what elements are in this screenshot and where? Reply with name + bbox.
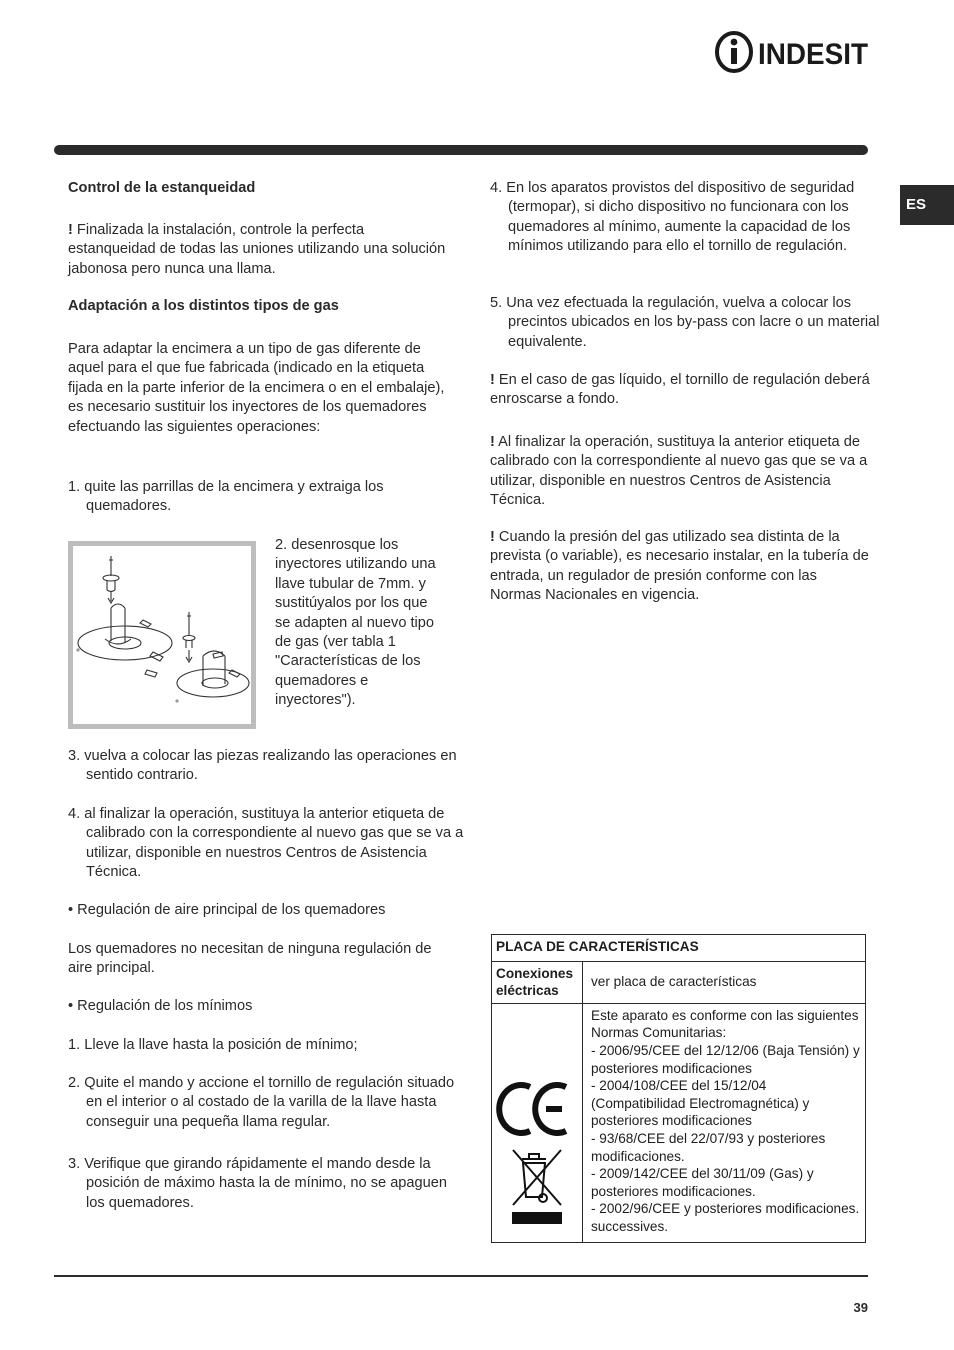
warning-text: Finalizada la instalación, controle la perfecta estanqueidad de todas las uniones utilizando una solución jabonosa pero nunca una llama. bbox=[68, 222, 446, 277]
warning-mark: ! bbox=[490, 372, 495, 388]
warning-liquid-gas bbox=[490, 371, 870, 410]
warning-text: En el caso de gas líquido, el tornillo de regulación deberá enroscarse a fondo. bbox=[490, 372, 870, 408]
warning-mark: ! bbox=[490, 529, 495, 545]
table-row bbox=[492, 935, 866, 962]
rating-plate-table bbox=[491, 934, 866, 1243]
conformity-icons-cell bbox=[492, 1003, 583, 1243]
warning-pressure-regulator bbox=[490, 528, 870, 606]
min-step-5: 5. Una vez efectuada la regulación, vuelva a colocar los precintos ubicados en los by-pass con lacre o un material equivalente. bbox=[490, 295, 880, 350]
footer-rule bbox=[54, 1275, 868, 1277]
brand-wordmark: INDESIT bbox=[758, 38, 868, 71]
heading-leak-check: Control de la estanqueidad bbox=[68, 180, 256, 196]
min-step-4: 4. En los aparatos provistos del dispositivo de seguridad (termopar), si dicho dispositivo no funcionara con los quemadores al mínimo, aumente la capacidad de los mínimos utilizando para ello el tornillo de regulación. bbox=[490, 180, 855, 255]
step-4: 4. al finalizar la operación, sustituya la anterior etiqueta de calibrado con la correspondiente al nuevo gas que se va a utilizar, disponible en nuestros Centros de Asistencia Técnica. bbox=[68, 806, 464, 881]
language-tab[interactable]: ES bbox=[900, 185, 954, 225]
conformity-icons bbox=[496, 1007, 578, 1235]
warning-leak-check bbox=[68, 221, 446, 279]
intro-paragraph: Para adaptar la encimera a un tipo de gas diferente de aquel para el que fue fabricada (indicado en la etiqueta fijada en la parte inferior de la encimera o en el embalaje), es necesario sustituir los inyectores de los quemadores efectuando las siguientes operaciones: bbox=[68, 341, 445, 435]
norm-item: - 2004/108/CEE del 15/12/04 (Compatibilidad Electromagnética) y posteriores modificaciones bbox=[591, 1078, 810, 1129]
page-number: 39 bbox=[853, 1300, 868, 1315]
electrical-connections-label: Conexiones eléctricas bbox=[492, 961, 583, 1003]
air-note: Los quemadores no necesitan de ninguna regulación de aire principal. bbox=[68, 941, 432, 977]
header-rule bbox=[54, 145, 868, 155]
min-step-3: 3. Verifique que girando rápidamente el mando desde la posición de máximo hasta la de mínimo, no se apaguen los quemadores. bbox=[68, 1156, 448, 1211]
table-row bbox=[492, 961, 866, 1003]
step-3: 3. vuelva a colocar las piezas realizando las operaciones en sentido contrario. bbox=[68, 748, 457, 784]
plate-title: PLACA DE CARACTERÍSTICAS bbox=[492, 935, 866, 962]
norm-item: - 93/68/CEE del 22/07/93 y posteriores modificaciones. bbox=[591, 1130, 826, 1164]
norms-intro: Este aparato es conforme con las siguientes Normas Comunitarias: bbox=[591, 1007, 859, 1041]
norms-cell bbox=[583, 1003, 866, 1243]
min-step-1: 1. Lleve la llave hasta la posición de mínimo; bbox=[68, 1037, 358, 1053]
norm-item: - 2009/142/CEE del 30/11/09 (Gas) y posteriores modificaciones. bbox=[591, 1166, 814, 1199]
table-row bbox=[492, 1003, 866, 1243]
burner-drawing bbox=[73, 546, 251, 724]
warning-text: Al finalizar la operación, sustituya la anterior etiqueta de calibrado con la correspondiente al nuevo gas que se va a utilizar, disponible en nuestros Centros de Asistencia Técnica. bbox=[490, 434, 868, 509]
norm-item: - 2006/95/CEE del 12/12/06 (Baja Tensión) y posteriores modificaciones bbox=[591, 1042, 860, 1076]
warning-label-replacement bbox=[490, 433, 870, 511]
bullet-minimum-regulation: • Regulación de los mínimos bbox=[68, 998, 253, 1014]
step-1: 1. quite las parrillas de la encimera y extraiga los quemadores. bbox=[68, 479, 384, 515]
burner-injector-illustration bbox=[68, 541, 256, 729]
ce-mark-icon bbox=[499, 1085, 566, 1133]
heading-gas-adaptation: Adaptación a los distintos tipos de gas bbox=[68, 298, 339, 314]
warning-mark: ! bbox=[490, 434, 495, 450]
step-2: 2. desenrosque los inyectores utilizando una llave tubular de 7mm. y sustitúyalos por los que se adapten al nuevo tipo de gas (ver tabla 1 "Características de los quemadores e inyectores"). bbox=[275, 537, 436, 709]
min-step-2: 2. Quite el mando y accione el tornillo de regulación situado en el interior o al costado de la varilla de la llave hasta conseguir una pequeña llama regular. bbox=[68, 1075, 455, 1130]
norm-item: - 2002/96/CEE y posteriores modificaciones. successives. bbox=[591, 1201, 860, 1234]
electrical-connections-value: ver placa de características bbox=[583, 961, 866, 1003]
crossed-out-bin-icon bbox=[513, 1150, 561, 1205]
warning-text: Cuando la presión del gas utilizado sea distinta de la prevista (o variable), es necesario instalar, en la tubería de entrada, un regulador de presión conforme con las Normas Nacionales en vigencia. bbox=[490, 529, 869, 604]
bullet-air-regulation: • Regulación de aire principal de los quemadores bbox=[68, 902, 386, 918]
warning-mark: ! bbox=[68, 222, 73, 238]
indesit-logo-icon bbox=[714, 30, 870, 74]
